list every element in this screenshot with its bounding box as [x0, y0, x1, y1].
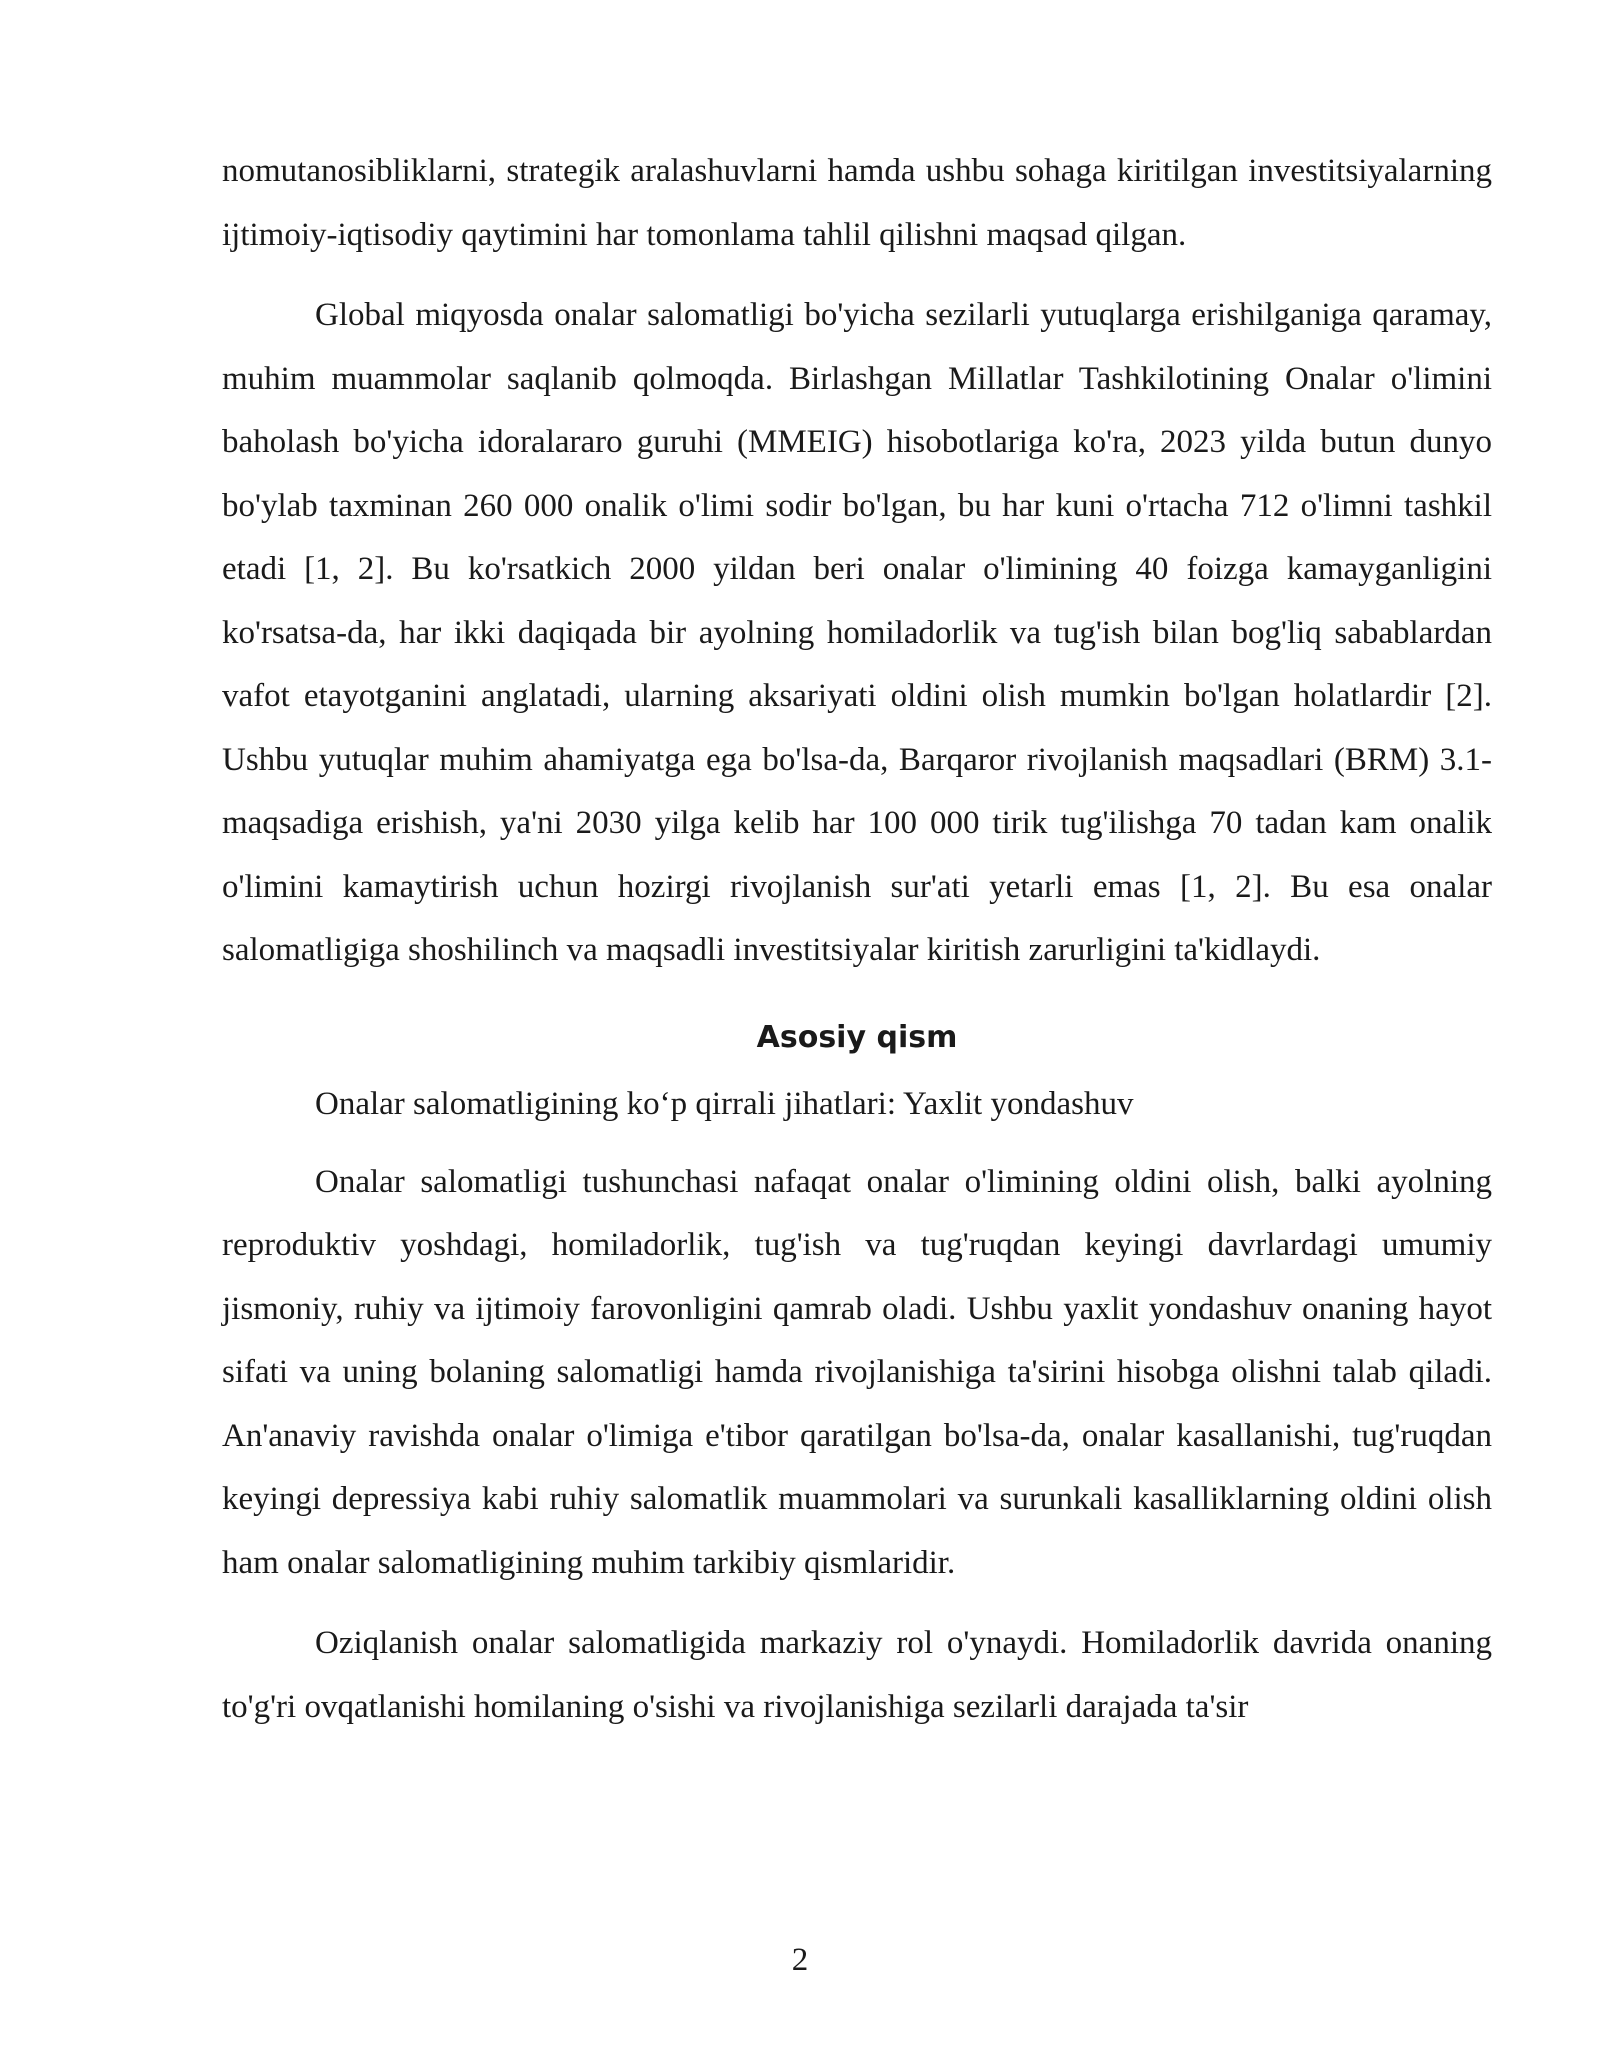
page-number: 2: [791, 1942, 809, 1978]
paragraph-1: nomutanosibliklarni, strategik aralashuvlarni hamda ushbu sohaga kiritilgan investitsiyalarning ijtimoiy-iqtisodiy qaytimini har tomonlama tahlil qilishni maqsad qilgan.: [222, 153, 1492, 253]
paragraph-2: Global miqyosda onalar salomatligi bo'yicha sezilarli yutuqlarga erishilganiga qaramay, muhim muammolar saqlanib qolmoqda. Birlashgan Millatlar Tashkilotining Onalar o'limini baholash bo'yicha idoralararo guruhi (MMEIG) hisobotlariga ko'ra, 2023 yilda butun dunyo bo'ylab taxminan 260 000 onalik o'limi sodir bo'lgan, bu har kuni o'rtacha 712 o'limni tashkil etadi [1, 2]. Bu ko'rsatkich 2000 yildan beri onalar o'limining 40 foizga kamayganligini ko'rsatsa-da, har ikki daqiqada bir ayolning homiladorlik va tug'ish bilan bog'liq sabablardan vafot etayotganini anglatadi, ularning aksariyati oldini olish mumkin bo'lgan holatlardir [2]. Ushbu yutuqlar muhim ahamiyatga ega bo'lsa-da, Barqaror rivojlanish maqsadlari (BRM) 3.1-maqsadiga erishish, ya'ni 2030 yilga kelib har 100 000 tirik tug'ilishga 70 tadan kam onalik o'limini kamaytirish uchun hozirgi rivojlanish sur'ati yetarli emas [1, 2]. Bu esa onalar salomatligiga shoshilinch va maqsadli investitsiyalar kiritish zarurligini ta'kidlaydi.: [222, 297, 1492, 968]
paragraph-3: Onalar salomatligi tushunchasi nafaqat onalar o'limining oldini olish, balki ayolning reproduktiv yoshdagi, homiladorlik, tug'ish va tug'ruqdan keyingi davrlardagi umumiy jismoniy, ruhiy va ijtimoiy farovonligini qamrab oladi. Ushbu yaxlit yondashuv onaning hayot sifati va uning bolaning salomatligi hamda rivojlanishiga ta'sirini hisobga olishni talab qiladi. An'anaviy ravishda onalar o'limiga e'tibor qaratilgan bo'lsa-da, onalar kasallanishi, tug'ruqdan keyingi depressiya kabi ruhiy salomatlik muammolari va surunkali kasalliklarning oldini olish ham onalar salomatligining muhim tarkibiy qismlaridir.: [222, 1163, 1492, 1581]
document-page: [222, 140, 1492, 1739]
paragraph-4: Oziqlanish onalar salomatligida markaziy rol o'ynaydi. Homiladorlik davrida onaning to'g'ri ovqatlanishi homilaning o'sishi va rivojlanishiga sezilarli darajada ta'sir: [222, 1625, 1492, 1725]
section-heading: Asosiy qism: [756, 1019, 958, 1055]
section-subheading: Onalar salomatligining ko‘p qirrali jihatlari: Yaxlit yondashuv: [315, 1085, 1134, 1122]
